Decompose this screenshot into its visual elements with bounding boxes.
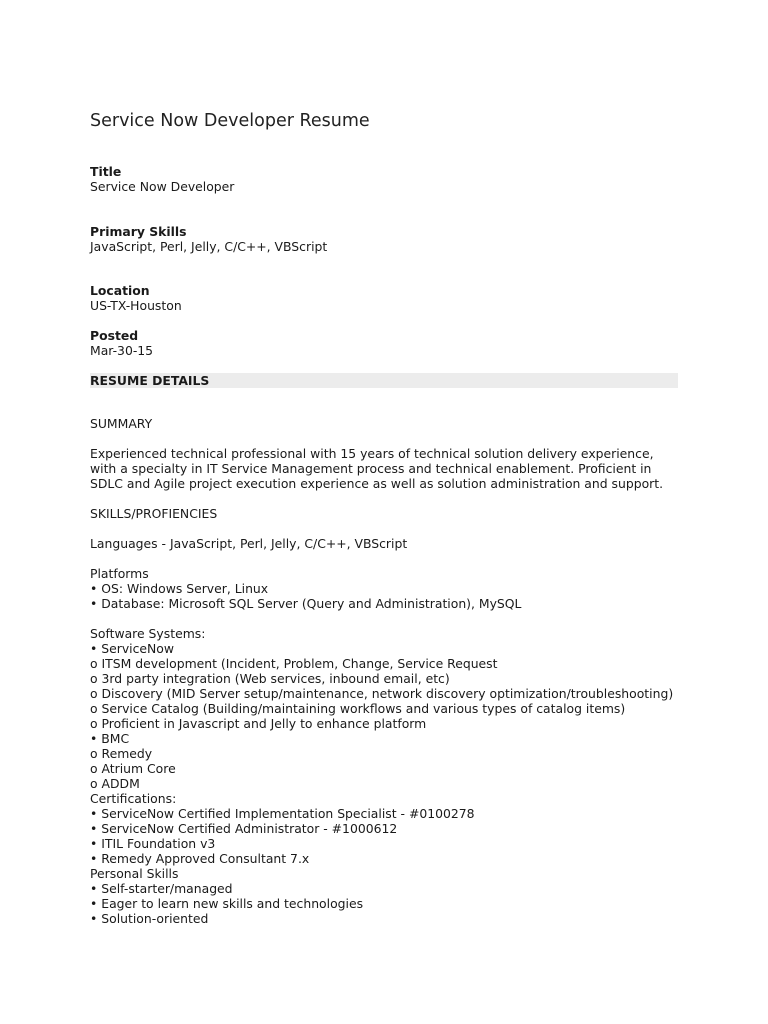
list-item: • ITIL Foundation v3: [90, 836, 216, 851]
field-title: [90, 164, 234, 194]
page-title: Service Now Developer Resume: [90, 111, 370, 131]
list-item: • Solution-oriented: [90, 911, 209, 926]
field-value: Mar-30-15: [90, 343, 154, 358]
field-location: [90, 283, 182, 313]
skills-heading: SKILLS/PROFIENCIES: [90, 506, 218, 521]
list-item: o ADDM: [90, 776, 140, 791]
summary-paragraph-block: [90, 446, 690, 491]
skills-section: [90, 506, 690, 521]
field-label: Title: [90, 164, 122, 179]
list-item: o ITSM development (Incident, Problem, Change, Service Request: [90, 656, 498, 671]
list-item: • BMC: [90, 731, 130, 746]
list-item: o Proficient in Javascript and Jelly to enhance platform: [90, 716, 427, 731]
summary-paragraph: Experienced technical professional with 15 years of technical solution delivery experience, with a specialty in IT Service Management process and technical enablement. Proficient in SDLC and Agile project execution experience as well as solution administration and support.: [90, 446, 664, 491]
list-item: o Atrium Core: [90, 761, 176, 776]
list-item: • ServiceNow: [90, 641, 175, 656]
summary-section: [90, 416, 690, 431]
field-primary-skills: [90, 224, 327, 254]
summary-heading: SUMMARY: [90, 416, 153, 431]
list-item: • Database: Microsoft SQL Server (Query and Administration), MySQL: [90, 596, 522, 611]
personal-skills-heading: Personal Skills: [90, 866, 179, 881]
resume-details-heading: RESUME DETAILS: [90, 373, 678, 388]
field-value: JavaScript, Perl, Jelly, C/C++, VBScript: [90, 239, 328, 254]
list-item: o Remedy: [90, 746, 153, 761]
field-label: Primary Skills: [90, 224, 187, 239]
platforms-section: [90, 566, 690, 611]
list-item: o Service Catalog (Building/maintaining workflows and various types of catalog items): [90, 701, 626, 716]
languages-line: Languages - JavaScript, Perl, Jelly, C/C++, VBScript: [90, 536, 408, 551]
field-posted: [90, 328, 153, 358]
list-item: • ServiceNow Certified Implementation Specialist - #0100278: [90, 806, 475, 821]
certifications-heading: Certifications:: [90, 791, 177, 806]
software-section: [90, 626, 690, 926]
list-item: • Remedy Approved Consultant 7.x: [90, 851, 310, 866]
field-value: US-TX-Houston: [90, 298, 182, 313]
list-item: • Eager to learn new skills and technologies: [90, 896, 364, 911]
list-item: • Self-starter/managed: [90, 881, 233, 896]
field-label: Posted: [90, 328, 139, 343]
list-item: o Discovery (MID Server setup/maintenance, network discovery optimization/troubleshooting): [90, 686, 674, 701]
list-item: • ServiceNow Certified Administrator - #1000612: [90, 821, 398, 836]
list-item: • OS: Windows Server, Linux: [90, 581, 269, 596]
field-value: Service Now Developer: [90, 179, 235, 194]
languages-section: [90, 536, 690, 551]
field-label: Location: [90, 283, 150, 298]
list-item: o 3rd party integration (Web services, inbound email, etc): [90, 671, 450, 686]
software-heading: Software Systems:: [90, 626, 206, 641]
platforms-heading: Platforms: [90, 566, 149, 581]
